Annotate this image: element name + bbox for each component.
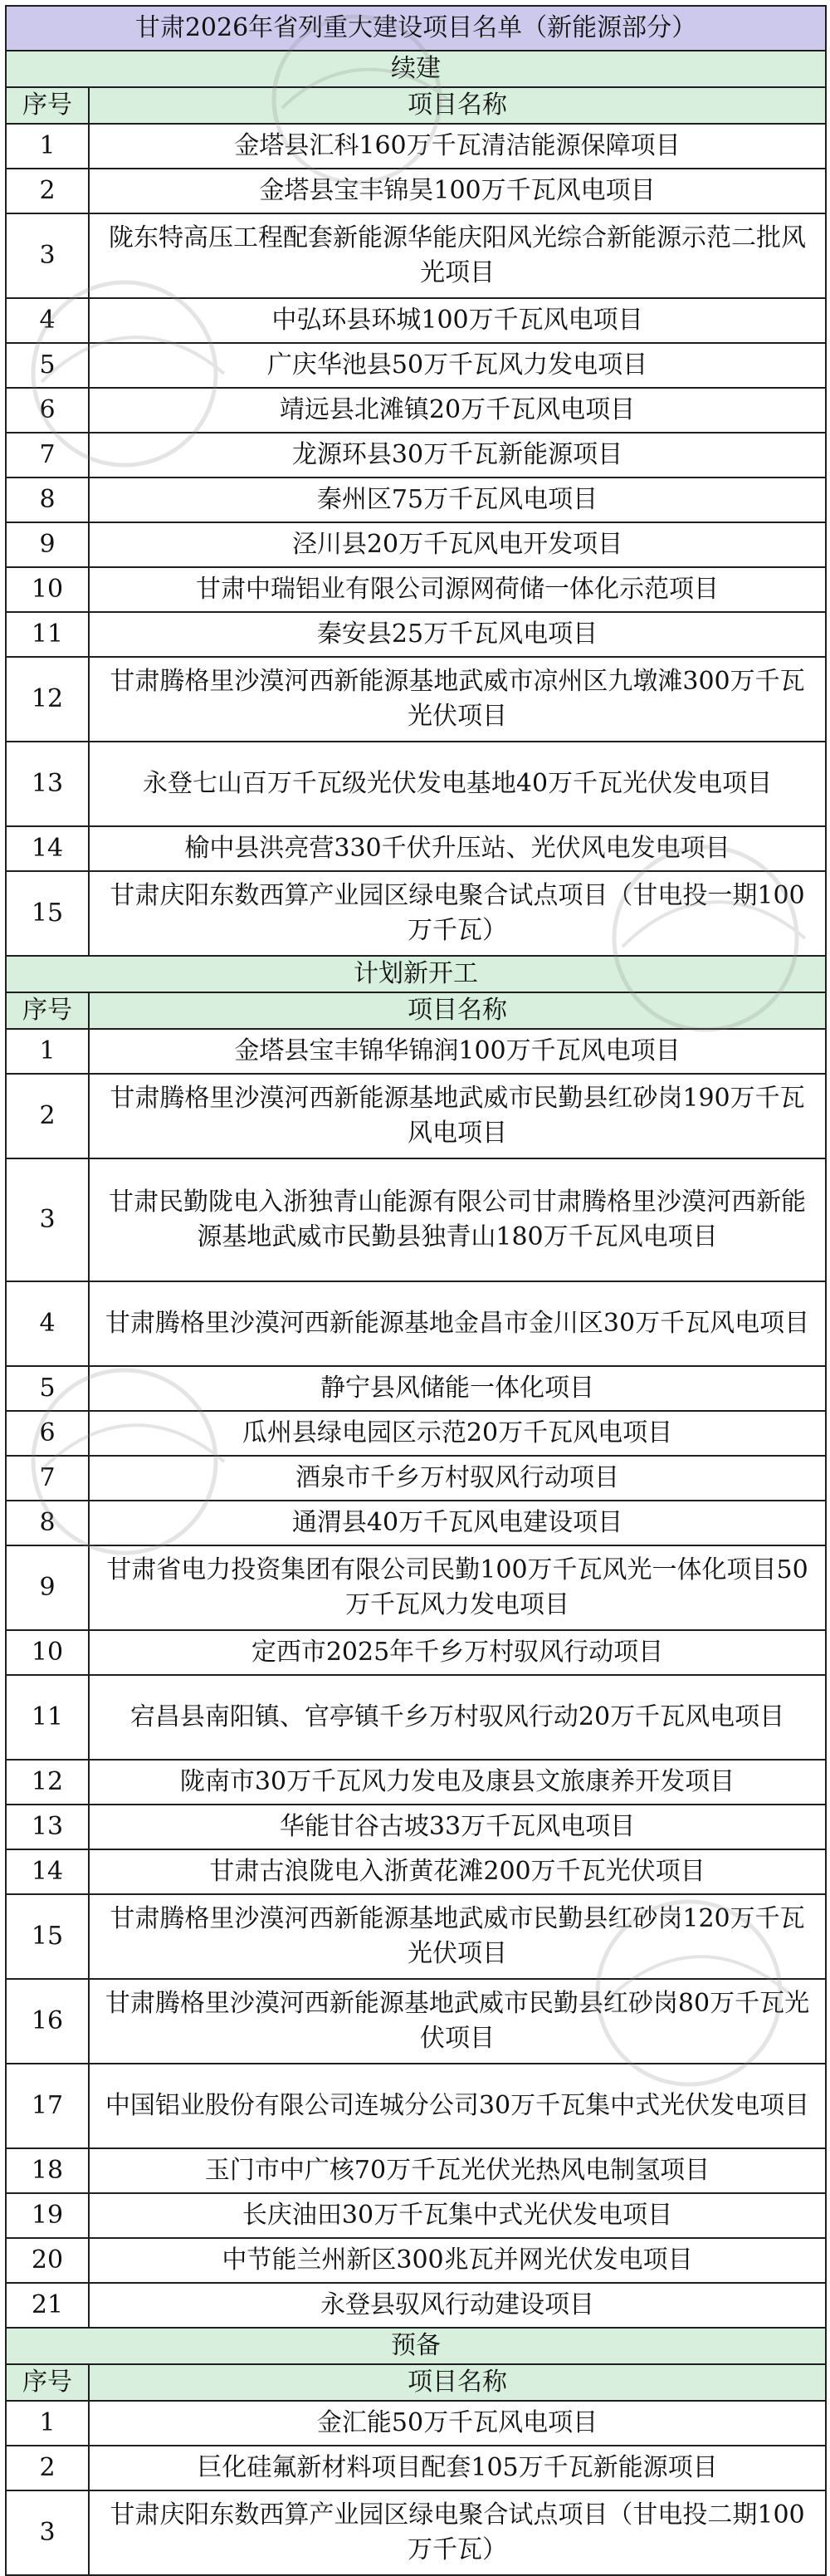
table-row [6,1158,826,1281]
table-row [6,1411,826,1456]
project-name: 长庆油田30万千瓦集中式光伏发电项目 [89,2193,826,2238]
column-header-row [6,87,826,124]
table-row [6,1456,826,1501]
project-name: 永登县驭风行动建设项目 [89,2283,826,2328]
project-name: 甘肃庆阳东数西算产业园区绿电聚合试点项目（甘电投二期100万千瓦） [89,2490,826,2575]
project-name: 陇东特高压工程配套新能源华能庆阳风光综合新能源示范二批风光项目 [89,213,826,298]
row-number: 2 [6,1074,89,1158]
table-row [6,1675,826,1760]
table-row [6,2193,826,2238]
table-row [6,477,826,522]
row-number: 8 [6,1501,89,1545]
table-row [6,1074,826,1158]
project-name: 甘肃省电力投资集团有限公司民勤100万千瓦风光一体化项目50万千瓦风力发电项目 [89,1545,826,1630]
row-number: 13 [6,742,89,826]
row-number: 18 [6,2148,89,2193]
project-name: 中节能兰州新区300兆瓦并网光伏发电项目 [89,2238,826,2283]
table-row [6,657,826,742]
row-number: 5 [6,343,89,388]
table-row [6,1366,826,1411]
row-number: 19 [6,2193,89,2238]
project-name: 泾川县20万千瓦风电开发项目 [89,522,826,567]
table-row [6,298,826,343]
row-number: 1 [6,1029,89,1074]
row-number: 11 [6,612,89,657]
project-name: 华能甘谷古坡33万千瓦风电项目 [89,1805,826,1849]
table-row [6,871,826,956]
table-row [6,1281,826,1366]
table-row [6,1029,826,1074]
project-name: 榆中县洪亮营330千伏升压站、光伏风电发电项目 [89,826,826,871]
table-row [6,1545,826,1630]
table-title-row [6,6,826,51]
table-row [6,612,826,657]
row-number: 11 [6,1675,89,1760]
table-title: 甘肃2026年省列重大建设项目名单（新能源部分） [6,6,826,51]
project-name: 龙源环县30万千瓦新能源项目 [89,433,826,477]
column-header-no: 序号 [6,992,89,1029]
table-row [6,1894,826,1979]
project-name: 中弘环县环城100万千瓦风电项目 [89,298,826,343]
project-name: 甘肃腾格里沙漠河西新能源基地武威市民勤县红砂岗80万千瓦光伏项目 [89,1979,826,2064]
project-name: 甘肃古浪陇电入浙黄花滩200万千瓦光伏项目 [89,1849,826,1894]
section-row [6,51,826,87]
row-number: 7 [6,433,89,477]
table-row [6,2064,826,2148]
row-number: 1 [6,124,89,169]
project-name: 秦州区75万千瓦风电项目 [89,477,826,522]
row-number: 10 [6,567,89,612]
table-row [6,2490,826,2575]
row-number: 2 [6,2446,89,2490]
table-row [6,388,826,433]
row-number: 17 [6,2064,89,2148]
project-name: 通渭县40万千瓦风电建设项目 [89,1501,826,1545]
row-number: 2 [6,169,89,213]
row-number: 1 [6,2401,89,2446]
project-table-body [6,6,826,2575]
row-number: 4 [6,1281,89,1366]
project-name: 静宁县风储能一体化项目 [89,1366,826,1411]
project-name: 陇南市30万千瓦风力发电及康县文旅康养开发项目 [89,1760,826,1805]
table-row [6,124,826,169]
project-name: 瓜州县绿电园区示范20万千瓦风电项目 [89,1411,826,1456]
row-number: 10 [6,1630,89,1675]
section-row [6,956,826,992]
table-row [6,567,826,612]
section-title: 计划新开工 [6,956,826,992]
project-name: 永登七山百万千瓦级光伏发电基地40万千瓦光伏发电项目 [89,742,826,826]
table-row [6,1630,826,1675]
table-row [6,1849,826,1894]
project-name: 玉门市中广核70万千瓦光伏光热风电制氢项目 [89,2148,826,2193]
row-number: 4 [6,298,89,343]
row-number: 12 [6,657,89,742]
project-name: 宕昌县南阳镇、官亭镇千乡万村驭风行动20万千瓦风电项目 [89,1675,826,1760]
section-row [6,2328,826,2364]
section-title: 续建 [6,51,826,87]
project-name: 广庆华池县50万千瓦风力发电项目 [89,343,826,388]
row-number: 20 [6,2238,89,2283]
row-number: 15 [6,1894,89,1979]
table-row [6,2148,826,2193]
project-name: 甘肃民勤陇电入浙独青山能源有限公司甘肃腾格里沙漠河西新能源基地武威市民勤县独青山180万千瓦风电项目 [89,1158,826,1281]
table-row [6,522,826,567]
table-row [6,2283,826,2328]
project-name: 靖远县北滩镇20万千瓦风电项目 [89,388,826,433]
table-row [6,1760,826,1805]
project-name: 定西市2025年千乡万村驭风行动项目 [89,1630,826,1675]
table-row [6,1805,826,1849]
table-row [6,1501,826,1545]
column-header-name: 项目名称 [89,992,826,1029]
column-header-no: 序号 [6,2364,89,2401]
row-number: 6 [6,1411,89,1456]
project-name: 金塔县宝丰锦昊100万千瓦风电项目 [89,169,826,213]
row-number: 13 [6,1805,89,1849]
project-name: 甘肃庆阳东数西算产业园区绿电聚合试点项目（甘电投一期100万千瓦） [89,871,826,956]
row-number: 5 [6,1366,89,1411]
project-name: 金塔县宝丰锦华锦润100万千瓦风电项目 [89,1029,826,1074]
section-title: 预备 [6,2328,826,2364]
column-header-row [6,2364,826,2401]
project-name: 金汇能50万千瓦风电项目 [89,2401,826,2446]
table-row [6,742,826,826]
project-name: 巨化硅氟新材料项目配套105万千瓦新能源项目 [89,2446,826,2490]
table-row [6,433,826,477]
project-name: 甘肃腾格里沙漠河西新能源基地武威市凉州区九墩滩300万千瓦光伏项目 [89,657,826,742]
project-name: 秦安县25万千瓦风电项目 [89,612,826,657]
project-name: 金塔县汇科160万千瓦清洁能源保障项目 [89,124,826,169]
project-name: 甘肃中瑞铝业有限公司源网荷储一体化示范项目 [89,567,826,612]
table-row [6,2401,826,2446]
row-number: 3 [6,1158,89,1281]
row-number: 3 [6,2490,89,2575]
table-row [6,2446,826,2490]
row-number: 7 [6,1456,89,1501]
project-name: 甘肃腾格里沙漠河西新能源基地金昌市金川区30万千瓦风电项目 [89,1281,826,1366]
column-header-name: 项目名称 [89,87,826,124]
table-row [6,169,826,213]
column-header-name: 项目名称 [89,2364,826,2401]
row-number: 9 [6,522,89,567]
column-header-row [6,992,826,1029]
project-name: 甘肃腾格里沙漠河西新能源基地武威市民勤县红砂岗120万千瓦光伏项目 [89,1894,826,1979]
row-number: 12 [6,1760,89,1805]
project-name: 酒泉市千乡万村驭风行动项目 [89,1456,826,1501]
table-row [6,2238,826,2283]
table-row [6,213,826,298]
column-header-no: 序号 [6,87,89,124]
table-row [6,1979,826,2064]
table-row [6,826,826,871]
row-number: 16 [6,1979,89,2064]
row-number: 14 [6,1849,89,1894]
row-number: 15 [6,871,89,956]
row-number: 8 [6,477,89,522]
row-number: 14 [6,826,89,871]
row-number: 3 [6,213,89,298]
table-row [6,343,826,388]
project-table [5,5,827,2576]
row-number: 9 [6,1545,89,1630]
project-name: 中国铝业股份有限公司连城分公司30万千瓦集中式光伏发电项目 [89,2064,826,2148]
row-number: 6 [6,388,89,433]
row-number: 21 [6,2283,89,2328]
project-name: 甘肃腾格里沙漠河西新能源基地武威市民勤县红砂岗190万千瓦风电项目 [89,1074,826,1158]
